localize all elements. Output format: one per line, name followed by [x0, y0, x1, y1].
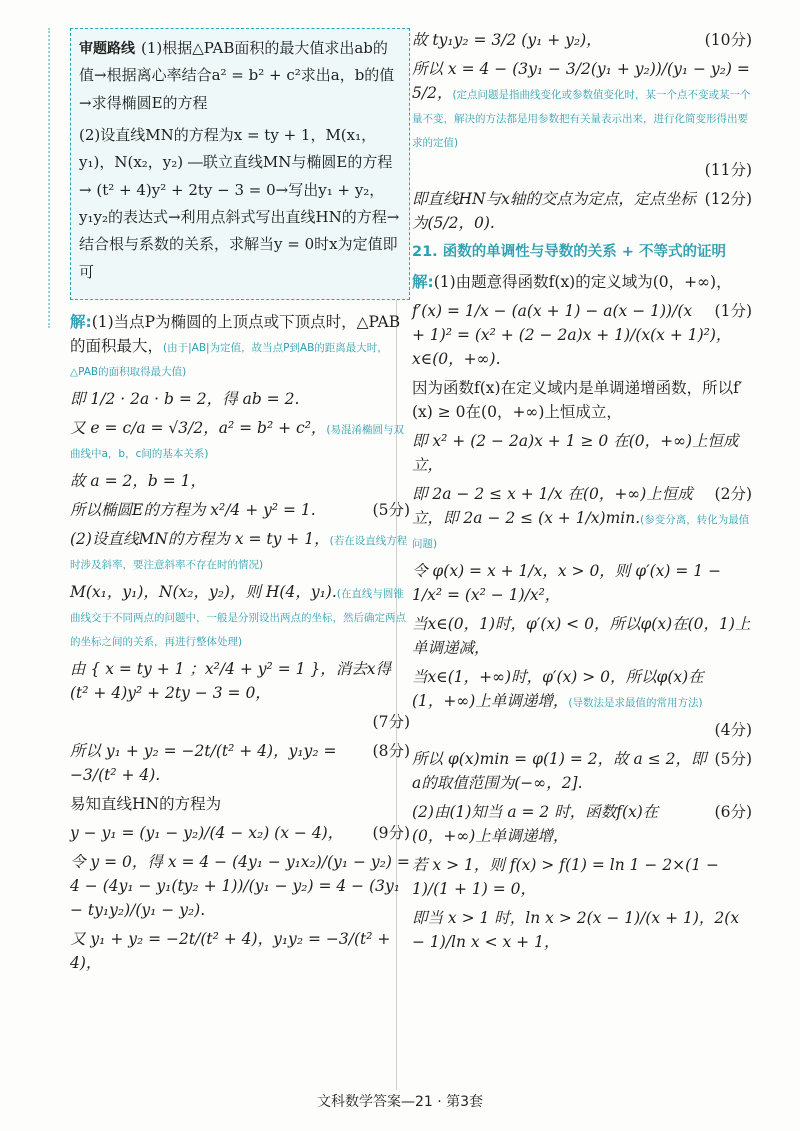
equation-line: 即当 x > 1 时，ln x > 2(x − 1)/(x + 1)，2(x − 1)/ln x < x + 1，	[412, 908, 740, 951]
equation-line: 即 x² + (2 − 2a)x + 1 ≥ 0 在(0，+∞)上恒成立，	[412, 431, 739, 474]
equation-line: 所以 x = 4 − (3y₁ − 3/2(y₁ + y₂))/(y₁ − y₂) = 5/2，(定点问题是指曲线变化或参数值变化时，某一个点不变或某一个量不变，解决的方法都是用参数把有关量表示出来，进行化简变形得出要求的定值)	[412, 60, 751, 150]
score-mark: (12分)	[704, 190, 752, 209]
page-footer: 文科数学答案—21 · 第3套	[316, 1094, 484, 1110]
analysis-line-2: (2)设直线MN的方程为x = ty + 1，M(x₁，y₁)，N(x₂，y₂) ―联立直线MN与椭圆E的方程→ (t² + 4)y² + 2ty − 3 = 0→写出y₁ + y₂，y₁y₂的表达式→利用点斜式写出直线HN的方程→结合根与系数的关系，求解当y = 0时x为定值即可	[79, 126, 400, 281]
equation-line: (6分) (2)由(1)知当 a = 2 时，函数f(x)在(0，+∞)上单调递增，	[412, 800, 752, 848]
score-mark: (6分)	[714, 802, 752, 821]
equation-line: M(x₁，y₁)，N(x₂，y₂)，则 H(4，y₁).(在直线与圆锥曲线交于不同两点的问题中，一般是分别设出两点的坐标，然后确定两点的坐标之间的关系，再进行整体处理)	[70, 583, 406, 649]
text-line: 易知直线HN的方程为	[70, 795, 222, 814]
equation-line: 当x∈(1，+∞)时，φ′(x) > 0，所以φ(x)在(1，+∞)上单调递增，(导数法是求最值的常用方法)	[412, 667, 704, 710]
left-column	[70, 28, 410, 980]
equation-line: 当x∈(0，1)时，φ′(x) < 0，所以φ(x)在(0，1)上单调递减，	[412, 614, 751, 657]
solution-intro: 解:(1)由题意得函数f(x)的定义域为(0，+∞)，	[412, 272, 732, 291]
equation-line: 又 e = c/a = √3/2，a² = b² + c²，(易混淆椭圆与双曲线中a，b，c间的基本关系)	[70, 418, 405, 460]
hint-note: (定点问题是指曲线变化或参数值变化时，某一个点不变或某一个量不变，解决的方法都是用参数把有关量表示出来，进行化简变形得出要求的定值)	[412, 89, 751, 150]
equation-line: 若 x > 1，则 f(x) > f(1) = ln 1 − 2×(1 − 1)/(1 + 1) = 0，	[412, 855, 719, 898]
equation-line: (2分) 即 2a − 2 ≤ x + 1/x 在(0，+∞)上恒成立，即 2a − 2 ≤ (x + 1/x)min.(参变分离，转化为最值问题)	[412, 482, 752, 554]
equation-line: 又 y₁ + y₂ = −2t/(t² + 4)，y₁y₂ = −3/(t² + 4)，	[70, 930, 391, 973]
equation-line: 令 φ(x) = x + 1/x，x > 0，则 φ′(x) = 1 − 1/x² = (x² − 1)/x²，	[412, 561, 722, 604]
right-column	[412, 28, 752, 959]
hint-note: (易混淆椭圆与双曲线中a，b，c间的基本关系)	[70, 423, 405, 460]
score-line	[412, 158, 752, 182]
score-mark: (1分)	[714, 301, 752, 320]
equation-line: (12分) 即直线HN与x轴的交点为定点，定点坐标为(5/2，0).	[412, 187, 752, 235]
margin-decoration	[48, 28, 58, 328]
solution-label: 解:	[70, 312, 92, 331]
score-mark: (2分)	[714, 484, 752, 503]
solution-intro: 解:(1)当点P为椭圆的上顶点或下顶点时，△PAB的面积最大，(由于|AB|为定值，故当点P到AB的距离最大时，△PAB的面积取得最大值)	[70, 312, 401, 378]
equation-line: (1分) f′(x) = 1/x − (a(x + 1) − a(x − 1))/(x + 1)² = (x² + (2 − 2a)x + 1)/(x(x + 1)²)，x∈(0，+∞).	[412, 299, 752, 371]
analysis-box-title: 审题路线	[79, 41, 135, 57]
hint-note: (在直线与圆锥曲线交于不同两点的问题中，一般是分别设出两点的坐标，然后确定两点的坐标之间的关系，再进行整体处理)	[70, 588, 406, 649]
equation-line: 由 { x = ty + 1 ；x²/4 + y² = 1 }，消去x得 (t² + 4)y² + 2ty − 3 = 0，	[70, 660, 391, 703]
equation-line: (8分) 所以 y₁ + y₂ = −2t/(t² + 4)，y₁y₂ = −3/(t² + 4).	[70, 739, 410, 787]
equation-line: (2)设直线MN的方程为 x = ty + 1，(若在设直线方程时涉及斜率，要注意斜率不存在时的情况)	[70, 529, 408, 571]
score-mark: (4分)	[714, 720, 752, 739]
score-mark: (5分)	[372, 500, 410, 519]
score-mark: (5分)	[714, 749, 752, 768]
analysis-line-1: 审题路线 (1)根据△PAB面积的最大值求出ab的值→根据离心率结合a² = b² + c²求出a，b的值→求得椭圆E的方程	[79, 39, 395, 112]
equation-line: 令 y = 0，得 x = 4 − (4y₁ − y₁x₂)/(y₁ − y₂) = 4 − (4y₁ − y₁(ty₂ + 1))/(y₁ − y₂) = 4 − (3y₁ − ty₁y₂)/(y₁ − y₂).	[70, 853, 410, 920]
score-mark: (7分)	[372, 713, 410, 732]
hint-note: (若在设直线方程时涉及斜率，要注意斜率不存在时的情况)	[70, 534, 408, 571]
hint-note: (由于|AB|为定值，故当点P到AB的距离最大时，△PAB的面积取得最大值)	[70, 341, 388, 378]
problem-21-title: 21. 函数的单调性与导数的关系 + 不等式的证明	[412, 244, 726, 261]
equation-line: (5分) 所以 φ(x)min = φ(1) = 2，故 a ≤ 2，即a的取值范围为(−∞，2].	[412, 747, 752, 795]
score-mark: (11分)	[704, 161, 752, 180]
score-line	[70, 710, 410, 734]
equation-line: 故 a = 2，b = 1，	[70, 471, 206, 490]
solution-label: 解:	[412, 272, 434, 291]
hint-note: (参变分离，转化为最值问题)	[412, 513, 750, 550]
text-line: 因为函数f(x)在定义域内是单调递增函数，所以f′(x) ≥ 0在(0，+∞)上恒成立，	[412, 378, 743, 421]
hint-note: (导数法是求最值的常用方法)	[568, 696, 703, 709]
score-line	[412, 718, 752, 742]
score-mark: (9分)	[372, 824, 410, 843]
equation-line: (9分) y − y₁ = (y₁ − y₂)/(4 − x₂) (x − 4)，	[70, 821, 410, 845]
equation-line: (5分) 所以椭圆E的方程为 x²/4 + y² = 1.	[70, 498, 410, 522]
score-mark: (8分)	[372, 742, 410, 761]
score-mark: (10分)	[704, 31, 752, 49]
analysis-box	[70, 28, 410, 300]
equation-line: (10分) 故 ty₁y₂ = 3/2 (y₁ + y₂)，	[412, 28, 752, 52]
equation-line: 即 1/2 · 2a · b = 2，得 ab = 2.	[70, 389, 300, 408]
